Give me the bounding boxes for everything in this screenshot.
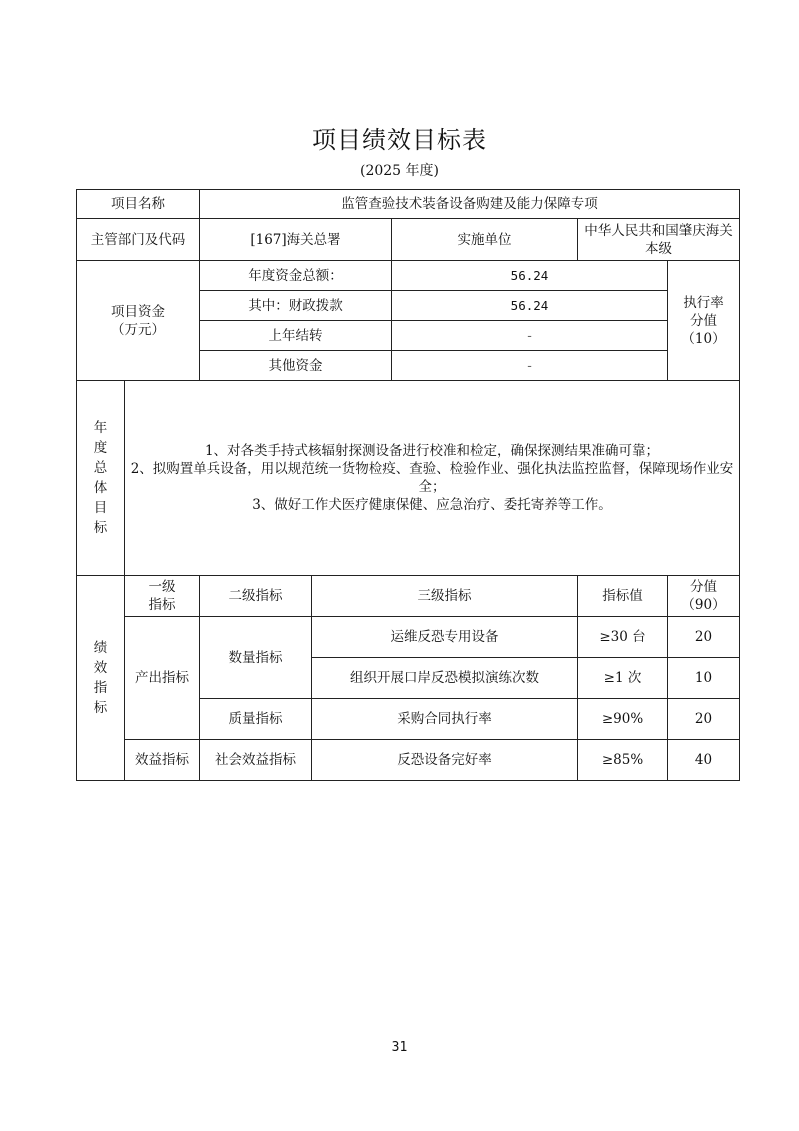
indicators-label: 绩效指标 [93, 640, 108, 716]
indicator-name: 采购合同执行率 [312, 699, 578, 740]
value-header: 指标值 [578, 576, 668, 617]
department-value: [167]海关总署 [200, 219, 392, 261]
level2-header: 二级指标 [200, 576, 312, 617]
social-benefit-label: 社会效益指标 [200, 740, 312, 781]
fund-total-value: 56.24 [392, 261, 668, 291]
score-header [668, 576, 740, 617]
indicator-name: 组织开展口岸反恐模拟演练次数 [312, 658, 578, 699]
fund-label-cell [77, 261, 200, 381]
indicator-value: ≥1 次 [578, 658, 668, 699]
benefit-indicator-label: 效益指标 [125, 740, 200, 781]
performance-table [76, 189, 740, 781]
indicator-score: 10 [668, 658, 740, 699]
implementing-unit-label: 实施单位 [392, 219, 578, 261]
score-header-total: （90） [681, 597, 726, 613]
fund-carryover-value: - [392, 321, 668, 351]
fund-unit: （万元） [111, 321, 165, 338]
fund-row [77, 261, 740, 291]
department-label: 主管部门及代码 [77, 219, 200, 261]
annual-goal-label: 年度总体目标 [93, 420, 108, 536]
indicator-header-row [77, 576, 740, 617]
page-number: 31 [391, 1040, 408, 1055]
exec-rate-score: （10） [681, 330, 726, 347]
indicator-score: 40 [668, 740, 740, 781]
fund-fiscal-value: 56.24 [392, 291, 668, 321]
project-name-row [77, 190, 740, 219]
fund-carryover-label: 上年结转 [200, 321, 392, 351]
level3-header: 三级指标 [312, 576, 578, 617]
indicator-value: ≥30 台 [578, 617, 668, 658]
indicator-row [77, 617, 740, 658]
page-subtitle: (2025 年度) [359, 163, 439, 179]
goal-item: 1、对各类手持式核辐射探测设备进行校准和检定，确保探测结果准确可靠； [204, 443, 660, 459]
annual-goal-label-cell [77, 381, 125, 576]
annual-goal-content [125, 381, 740, 576]
indicator-row [77, 740, 740, 781]
fund-total-label: 年度资金总额： [200, 261, 392, 291]
level1-header-text: 一级指标 [148, 579, 176, 613]
fund-fiscal-label: 其中：财政拨款 [200, 291, 392, 321]
indicator-score: 20 [668, 699, 740, 740]
exec-score-cell [668, 261, 740, 381]
quantity-indicator-label: 数量指标 [200, 617, 312, 699]
fund-label: 项目资金 [111, 303, 165, 320]
annual-goal-row [77, 381, 740, 576]
indicator-value: ≥85% [578, 740, 668, 781]
project-name-label: 项目名称 [77, 190, 200, 219]
fund-other-value: - [392, 351, 668, 381]
level1-header [125, 576, 200, 617]
quality-indicator-label: 质量指标 [200, 699, 312, 740]
exec-rate-label: 执行率分值 [683, 294, 724, 329]
indicators-label-cell [77, 576, 125, 781]
department-row [77, 219, 740, 261]
indicator-name: 运维反恐专用设备 [312, 617, 578, 658]
goal-item: 2、拟购置单兵设备，用以规范统一货物检疫、查验、检验作业、强化执法监控监督，保障现场作业安全； [130, 461, 734, 495]
indicator-value: ≥90% [578, 699, 668, 740]
goal-item: 3、做好工作犬医疗健康保健、应急治疗、委托寄养等工作。 [252, 497, 612, 513]
indicator-score: 20 [668, 617, 740, 658]
project-name-value: 监管查验技术装备设备购建及能力保障专项 [200, 190, 740, 219]
fund-other-label: 其他资金 [200, 351, 392, 381]
output-indicator-label: 产出指标 [125, 617, 200, 740]
indicator-name: 反恐设备完好率 [312, 740, 578, 781]
score-header-label: 分值 [690, 579, 718, 595]
page-title: 项目绩效目标表 [312, 126, 487, 154]
implementing-unit-value: 中华人民共和国肇庆海关本级 [578, 219, 740, 261]
